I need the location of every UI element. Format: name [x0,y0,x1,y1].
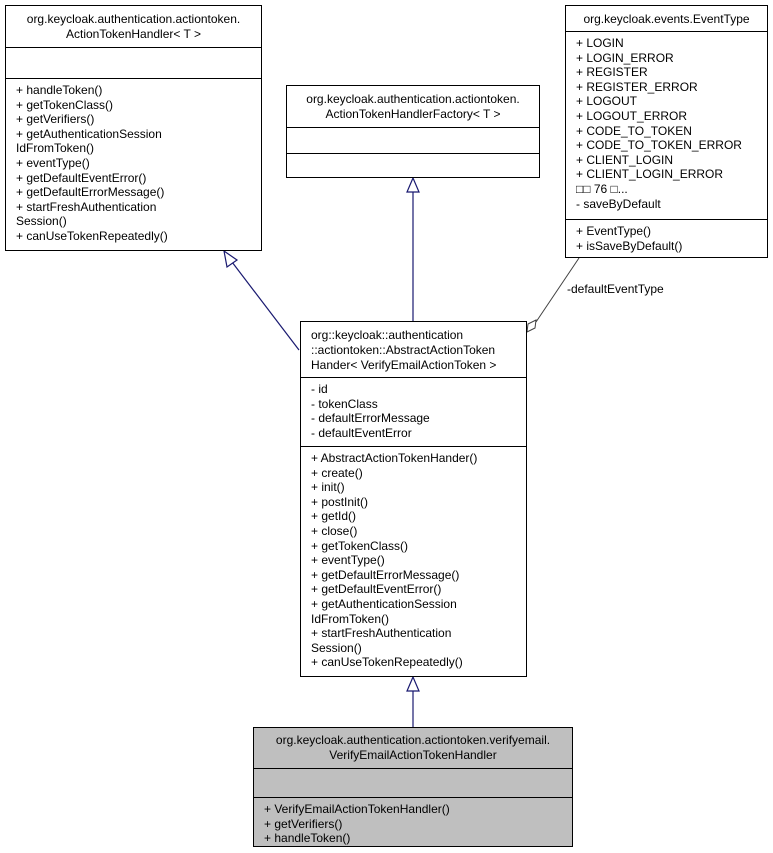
attribute: + LOGOUT_ERROR [576,108,688,123]
class-title-line: org.keycloak.authentication.actiontoken.verifyemail. [275,733,551,747]
method: + getId() [311,509,357,524]
class-title [287,86,539,127]
attribute: + REGISTER [576,65,648,80]
attribute: + CODE_TO_TOKEN_ERROR [576,138,742,153]
method: + getDefaultEventError() [311,582,442,597]
class-title-line: ActionTokenHandlerFactory< T > [325,107,501,121]
aggregation-diamond [527,320,536,332]
method: + create() [311,465,363,480]
attributes-section [301,377,526,446]
method: + postInit() [311,494,369,509]
class-title-line: Hander< VerifyEmailActionToken > [311,358,497,372]
attribute: - defaultEventError [311,425,412,440]
attributes-section [254,768,572,797]
method: + eventType() [16,155,90,170]
method: + getAuthenticationSession [16,126,162,141]
method: + getTokenClass() [16,97,114,112]
method: + handleToken() [264,831,351,846]
edge-label-default-event-type: -defaultEventType [567,282,664,296]
attribute: + CLIENT_LOGIN [576,152,674,167]
class-title-line: org.keycloak.authentication.actiontoken. [26,12,241,26]
method: + AbstractActionTokenHander() [311,451,478,465]
class-abstract-action-token-hander[interactable] [300,321,527,677]
method: + getDefaultErrorMessage() [311,567,460,582]
class-title-line: org::keycloak::authentication [311,328,464,342]
methods-section [301,446,526,670]
attributes-section [6,47,261,78]
method: + init() [311,480,345,495]
arrowhead-handler [224,251,237,267]
arrowhead-abstract [407,677,419,691]
attributes-section [566,31,767,219]
class-title-line: org.keycloak.authentication.actiontoken. [306,92,520,106]
attribute: + CODE_TO_TOKEN [576,123,692,138]
method: + VerifyEmailActionTokenHandler() [264,802,450,816]
method: + isSaveByDefault() [576,238,683,253]
methods-section [566,219,767,253]
attribute: - saveByDefault [576,196,661,211]
method: + getTokenClass() [311,538,409,553]
method: + getDefaultErrorMessage() [16,185,165,200]
attribute: + LOGIN [576,36,624,50]
attribute: - id [311,382,328,396]
attribute: - tokenClass [311,396,378,411]
edge-abstract-to-handler [232,262,299,350]
method: Session() [16,214,67,229]
class-title [254,728,572,768]
method: + startFreshAuthentication [16,199,157,214]
class-event-type[interactable] [565,5,768,258]
attribute: - defaultErrorMessage [311,411,430,426]
class-title [566,6,767,31]
methods-section [287,153,539,177]
attribute-overflow: □□ 76 □... [576,181,628,196]
attribute: + REGISTER_ERROR [576,79,698,94]
method: + close() [311,523,358,538]
class-action-token-handler-factory[interactable] [286,85,540,178]
method: + getDefaultEventError() [16,170,147,185]
class-action-token-handler[interactable] [5,5,262,251]
method: + EventType() [576,224,652,238]
class-title-line: ActionTokenHandler< T > [66,27,201,41]
method: + getVerifiers() [264,816,343,831]
method: IdFromToken() [16,141,95,156]
attribute: + LOGOUT [576,94,638,109]
method: + startFreshAuthentication [311,626,452,641]
method: Session() [311,640,362,655]
method: + getAuthenticationSession [311,596,457,611]
arrowhead-factory [407,178,419,192]
method: + getVerifiers() [16,112,95,127]
method: + canUseTokenRepeatedly() [311,655,463,670]
class-title-line: ::actiontoken::AbstractActionToken [311,343,496,357]
class-title [301,322,526,377]
class-title-line: org.keycloak.events.EventType [583,12,750,26]
method: IdFromToken() [311,611,390,626]
attributes-section [287,127,539,153]
class-verify-email-action-token-handler[interactable] [253,727,573,847]
class-title-line: VerifyEmailActionTokenHandler [329,748,497,762]
method: + eventType() [311,553,385,568]
methods-section [254,797,572,846]
method: + canUseTokenRepeatedly() [16,228,168,243]
attribute: + CLIENT_LOGIN_ERROR [576,167,724,182]
class-title [6,6,261,47]
method: + handleToken() [16,83,103,97]
methods-section [6,78,261,244]
attribute: + LOGIN_ERROR [576,50,674,65]
